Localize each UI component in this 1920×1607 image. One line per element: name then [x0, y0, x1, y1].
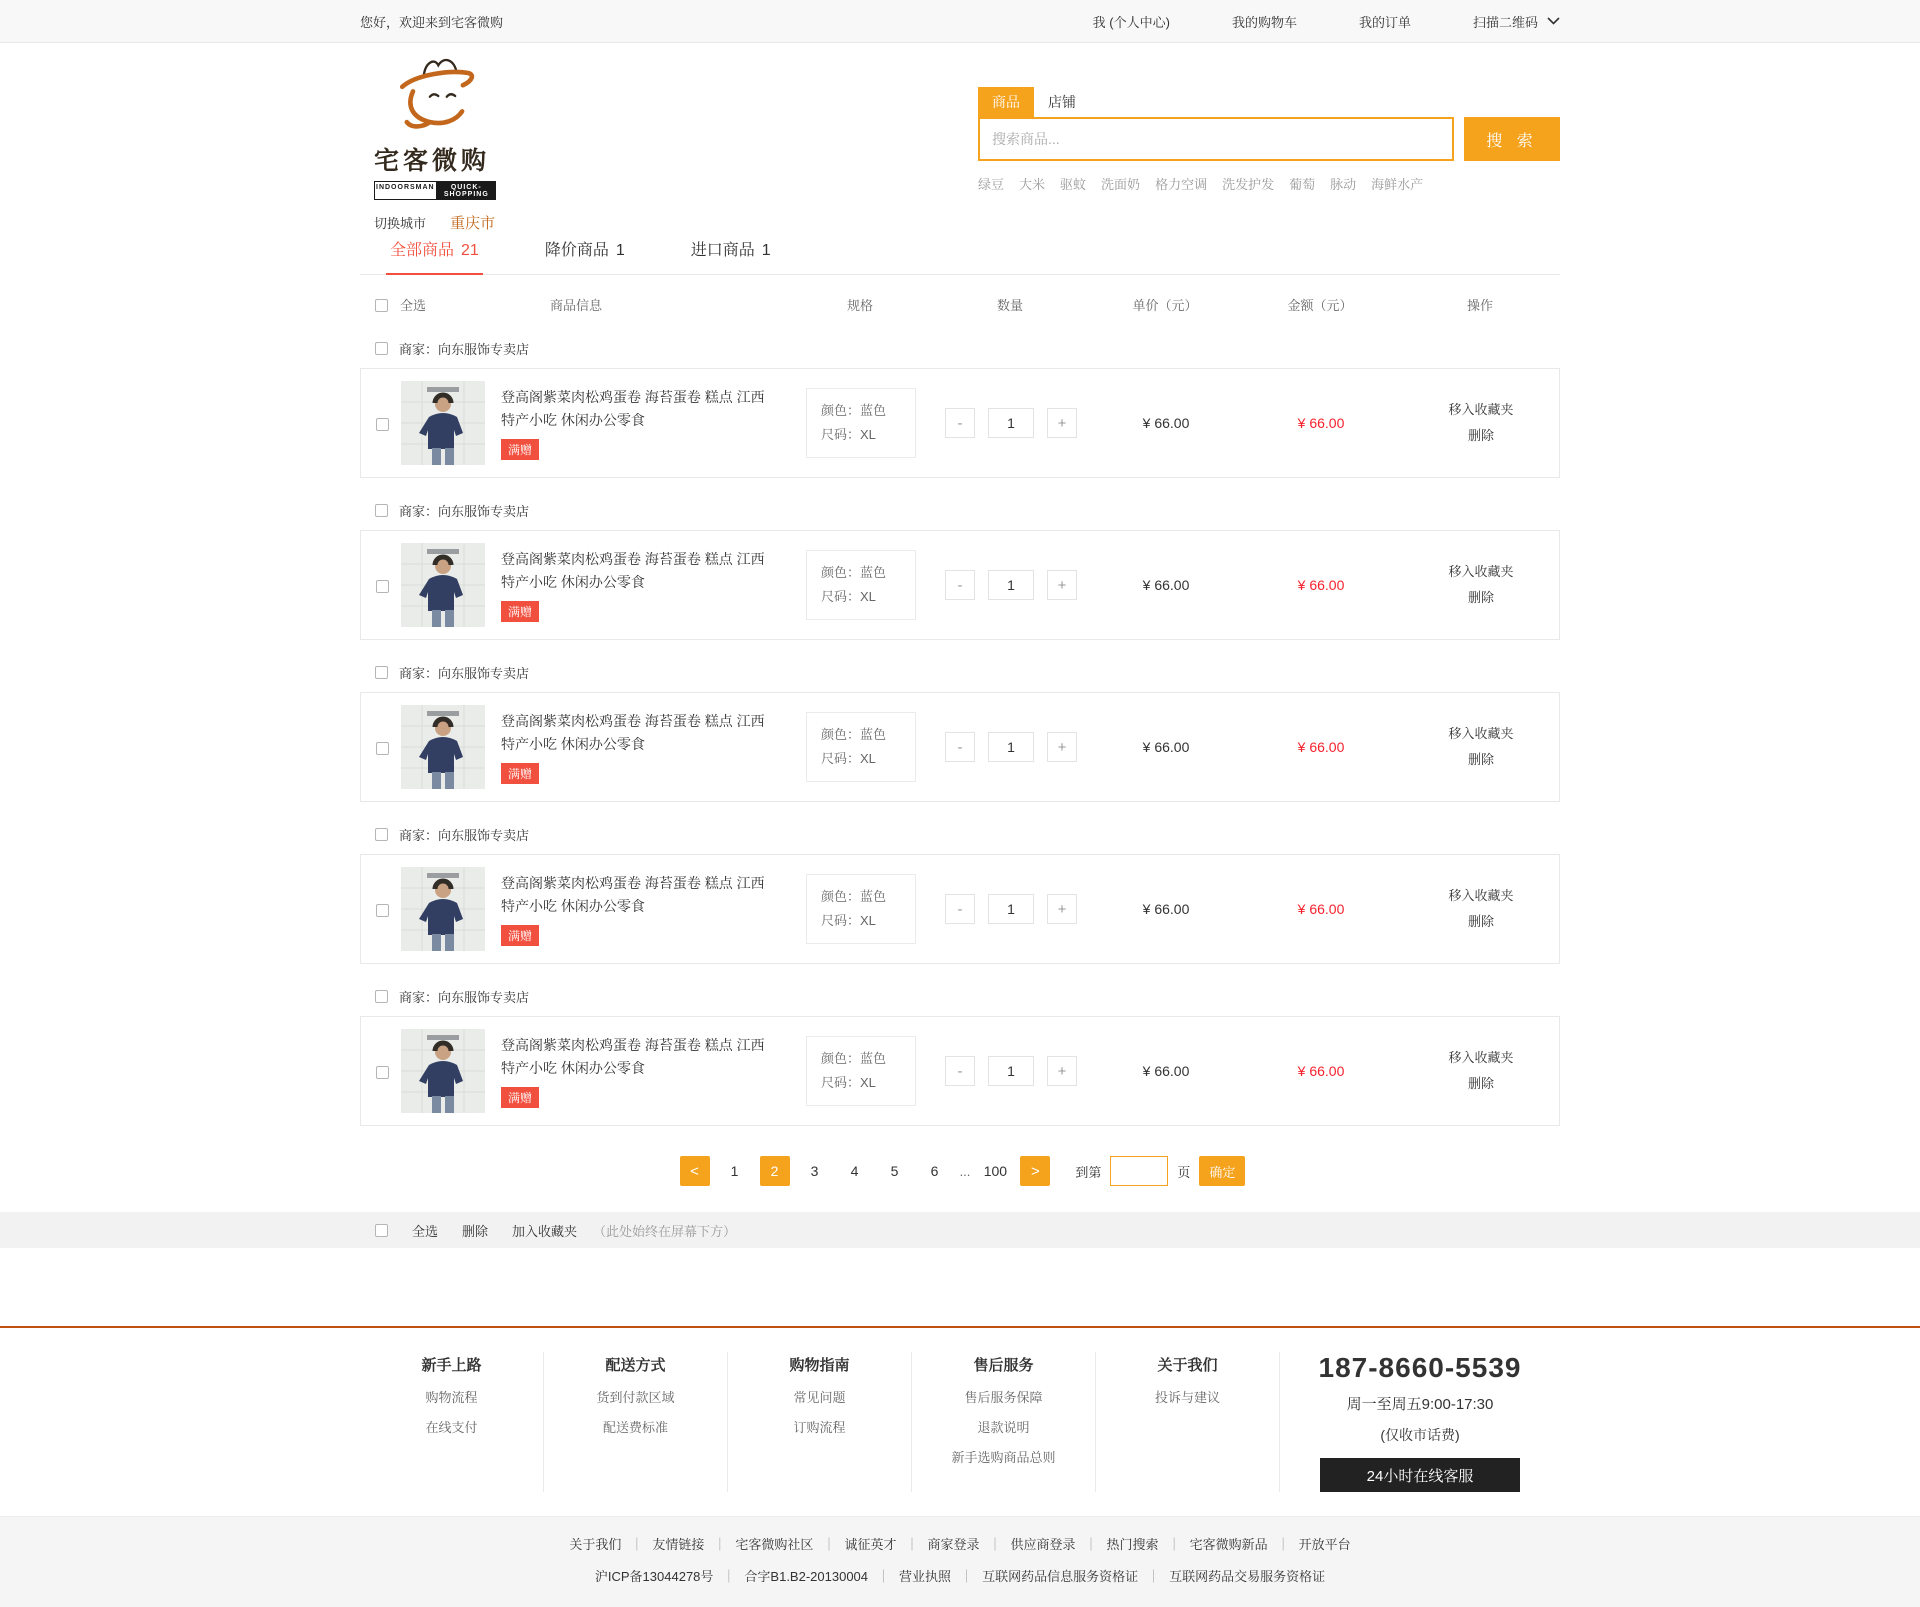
link-divider: ｜ — [1276, 1537, 1290, 1552]
cart-group — [360, 334, 1560, 478]
legal-link-1[interactable]: 合字B1.B2-20130004 — [744, 1569, 869, 1584]
product-image[interactable] — [401, 381, 485, 465]
bottom-link-8[interactable]: 开放平台 — [1298, 1537, 1351, 1552]
service-hours: 周一至周五9:00-17:30 — [1346, 1396, 1494, 1413]
merchant-row — [360, 496, 1560, 530]
service-note: (仅收市话费) — [1380, 1427, 1460, 1443]
topbar-links — [1031, 12, 1560, 31]
amount: ¥ 66.00 — [1297, 415, 1345, 431]
spec-box — [806, 1036, 916, 1106]
footer-link[interactable]: 退款说明 — [977, 1420, 1030, 1435]
previous-page-button[interactable]: < — [680, 1156, 710, 1186]
filter-tabs — [360, 227, 1560, 275]
product-photo-placeholder-icon — [401, 705, 485, 789]
hot-keyword-8[interactable]: 海鲜水产 — [1371, 177, 1424, 192]
footer-link[interactable]: 售后服务保障 — [964, 1390, 1043, 1405]
topbar-link-label: 我的订单 — [1358, 14, 1411, 30]
quantity-stepper — [931, 1056, 1091, 1086]
spec-size: 尺码：XL — [821, 1075, 876, 1090]
logo-tagline — [374, 181, 496, 200]
link-divider: ｜ — [905, 1537, 919, 1552]
spec-color: 颜色：蓝色 — [821, 1051, 887, 1066]
quantity-increase-button[interactable]: + — [1047, 894, 1077, 924]
cart-item-row — [360, 368, 1560, 478]
spec-color: 颜色：蓝色 — [821, 727, 887, 742]
item-checkbox[interactable] — [376, 1066, 389, 1079]
logo-title: 宅客微购 — [374, 147, 491, 175]
cart-group — [360, 820, 1560, 964]
column-header-select-all: 全选 — [400, 298, 427, 313]
column-header-product: 商品信息 — [550, 298, 603, 313]
topbar-link-label: 我的购物车 — [1231, 14, 1297, 30]
bottom-action-bar — [0, 1212, 1920, 1248]
legal-link-3[interactable]: 互联网药品信息服务资格证 — [982, 1569, 1139, 1584]
item-actions — [1401, 1045, 1561, 1097]
delete-item-link[interactable]: 删除 — [1467, 752, 1494, 767]
link-divider: ｜ — [988, 1537, 1002, 1552]
footer-column-title: 购物指南 — [789, 1357, 850, 1374]
header — [0, 43, 1920, 232]
quantity-input[interactable] — [988, 570, 1034, 600]
promo-badge: 满赠 — [501, 1087, 539, 1108]
amount: ¥ 66.00 — [1297, 739, 1345, 755]
merchant-checkbox[interactable] — [375, 990, 388, 1003]
footer-link[interactable]: 在线支付 — [425, 1420, 478, 1435]
pagination — [360, 1156, 1560, 1186]
filter-tab-count: 1 — [615, 242, 625, 259]
move-to-favorites-link[interactable]: 移入收藏夹 — [1448, 726, 1514, 741]
bottom-link-0[interactable]: 关于我们 — [569, 1537, 622, 1552]
page-number-3[interactable]: 3 — [810, 1163, 819, 1179]
cart-item-row — [360, 530, 1560, 640]
filter-tab-label: 进口商品 — [690, 242, 755, 259]
merchant-checkbox[interactable] — [375, 666, 388, 679]
footer-column-title: 关于我们 — [1157, 1357, 1218, 1374]
move-to-favorites-link[interactable]: 移入收藏夹 — [1448, 402, 1514, 417]
page-number-6[interactable]: 6 — [930, 1163, 939, 1179]
cart-group — [360, 982, 1560, 1126]
page-number-1[interactable]: 1 — [730, 1163, 739, 1179]
product-title-link[interactable]: 登高阁紫菜肉松鸡蛋卷 海苔蛋卷 糕点 江西特产小吃 休闲办公零食 — [501, 713, 765, 752]
bottom-link-6[interactable]: 热门搜索 — [1106, 1537, 1159, 1552]
goto-prefix-label: 到第 — [1075, 1164, 1102, 1180]
legal-link-4[interactable]: 互联网药品交易服务资格证 — [1169, 1569, 1326, 1584]
merchant-checkbox[interactable] — [375, 828, 388, 841]
link-divider: ｜ — [630, 1537, 644, 1552]
footer-column-title: 售后服务 — [973, 1357, 1034, 1374]
pagination-ellipsis: ... — [959, 1163, 971, 1179]
link-divider: ｜ — [722, 1569, 736, 1584]
quantity-decrease-button[interactable]: - — [945, 408, 975, 438]
filter-tab-count: 21 — [461, 242, 479, 259]
spec-box — [806, 550, 916, 620]
amount: ¥ 66.00 — [1297, 901, 1345, 917]
quantity-input[interactable] — [988, 732, 1034, 762]
product-info — [501, 872, 791, 946]
quantity-decrease-button[interactable]: - — [945, 732, 975, 762]
spec-size: 尺码：XL — [821, 913, 876, 928]
filter-tab-label: 全部商品 — [390, 242, 455, 259]
quantity-decrease-button[interactable]: - — [945, 1056, 975, 1086]
cowboy-hat-logo-icon — [388, 53, 484, 139]
bottom-link-1[interactable]: 友情链接 — [652, 1537, 705, 1552]
hot-keyword-5[interactable]: 洗发护发 — [1222, 177, 1275, 192]
footer-link[interactable]: 配送费标准 — [602, 1420, 668, 1435]
spec-box — [806, 874, 916, 944]
spec-color: 颜色：蓝色 — [821, 403, 887, 418]
footer-service-block — [1280, 1352, 1560, 1492]
chevron-down-icon — [1547, 17, 1560, 25]
amount: ¥ 66.00 — [1297, 1063, 1345, 1079]
filter-tab-2[interactable] — [687, 227, 775, 274]
legal-link-2[interactable]: 营业执照 — [899, 1569, 952, 1584]
promo-badge: 满赠 — [501, 925, 539, 946]
filter-tab-label: 降价商品 — [544, 242, 609, 259]
promo-badge: 满赠 — [501, 601, 539, 622]
product-photo-placeholder-icon — [401, 381, 485, 465]
spec-box — [806, 712, 916, 782]
delete-item-link[interactable]: 删除 — [1467, 428, 1494, 443]
goto-page-input[interactable] — [1110, 1156, 1168, 1186]
topbar — [0, 0, 1920, 43]
product-info — [501, 548, 791, 622]
delete-item-link[interactable]: 删除 — [1467, 590, 1494, 605]
product-image[interactable] — [401, 543, 485, 627]
link-divider: ｜ — [877, 1569, 891, 1584]
bottom-links-band — [0, 1516, 1920, 1607]
unit-price: ¥ 66.00 — [1142, 1063, 1190, 1079]
spec-color: 颜色：蓝色 — [821, 889, 887, 904]
item-checkbox[interactable] — [376, 418, 389, 431]
column-header-spec: 规格 — [846, 298, 873, 313]
goto-confirm-button[interactable]: 确定 — [1199, 1156, 1245, 1186]
search-input[interactable] — [978, 117, 1454, 161]
merchant-checkbox[interactable] — [375, 504, 388, 517]
action-bar-note: （此处始终在屏幕下方） — [593, 1223, 737, 1239]
quantity-increase-button[interactable]: + — [1047, 408, 1077, 438]
merchant-name[interactable]: 商家：向东服饰专卖店 — [399, 990, 530, 1005]
footer-link[interactable]: 投诉与建议 — [1154, 1390, 1220, 1405]
quantity-decrease-button[interactable]: - — [945, 894, 975, 924]
footer-column-3 — [912, 1352, 1096, 1492]
hot-keyword-7[interactable]: 脉动 — [1330, 177, 1357, 192]
merchant-row — [360, 982, 1560, 1016]
search-tab-0[interactable]: 商品 — [978, 87, 1034, 117]
item-actions — [1401, 721, 1561, 773]
quantity-input[interactable] — [988, 894, 1034, 924]
next-page-button[interactable]: > — [1020, 1156, 1050, 1186]
hot-keyword-4[interactable]: 格力空调 — [1155, 177, 1208, 192]
legal-link-0[interactable]: 沪ICP备13044278号 — [594, 1569, 714, 1584]
cart-item-row — [360, 1016, 1560, 1126]
merchant-name[interactable]: 商家：向东服饰专卖店 — [399, 504, 530, 519]
column-header-actions: 操作 — [1466, 298, 1493, 313]
move-to-favorites-link[interactable]: 移入收藏夹 — [1448, 888, 1514, 903]
quantity-stepper — [931, 570, 1091, 600]
quantity-stepper — [931, 732, 1091, 762]
footer-link[interactable]: 常见问题 — [793, 1390, 846, 1405]
product-title-link[interactable]: 登高阁紫菜肉松鸡蛋卷 海苔蛋卷 糕点 江西特产小吃 休闲办公零食 — [501, 875, 765, 914]
product-title-link[interactable]: 登高阁紫菜肉松鸡蛋卷 海苔蛋卷 糕点 江西特产小吃 休闲办公零食 — [501, 389, 765, 428]
topbar-link-1[interactable] — [1232, 12, 1297, 31]
action-bar-select-all-link[interactable]: 全选 — [412, 1223, 439, 1239]
footer — [0, 1328, 1920, 1516]
bottom-link-7[interactable]: 宅客微购新品 — [1189, 1537, 1268, 1552]
link-divider: ｜ — [1167, 1537, 1181, 1552]
product-image[interactable] — [401, 867, 485, 951]
link-divider: ｜ — [822, 1537, 836, 1552]
item-actions — [1401, 397, 1561, 449]
delete-item-link[interactable]: 删除 — [1467, 1076, 1494, 1091]
footer-link[interactable]: 订购流程 — [793, 1420, 846, 1435]
product-info — [501, 1034, 791, 1108]
unit-price: ¥ 66.00 — [1142, 415, 1190, 431]
brand-block — [360, 53, 504, 232]
item-checkbox[interactable] — [376, 904, 389, 917]
hot-keyword-2[interactable]: 驱蚊 — [1060, 177, 1087, 192]
footer-link[interactable]: 购物流程 — [425, 1390, 478, 1405]
bottom-link-2[interactable]: 宅客微购社区 — [735, 1537, 814, 1552]
cart-item-row — [360, 854, 1560, 964]
cart-group — [360, 496, 1560, 640]
product-photo-placeholder-icon — [401, 543, 485, 627]
page-number-4[interactable]: 4 — [850, 1163, 859, 1179]
merchant-row — [360, 658, 1560, 692]
footer-links-row — [0, 1534, 1920, 1553]
product-image[interactable] — [401, 705, 485, 789]
topbar-link-3[interactable] — [1473, 12, 1560, 31]
column-header-amount: 金额（元） — [1287, 298, 1353, 313]
page-number-2[interactable]: 2 — [760, 1156, 790, 1186]
cart-item-row — [360, 692, 1560, 802]
filter-tab-1[interactable] — [541, 227, 629, 274]
footer-column-0 — [360, 1352, 544, 1492]
link-divider: ｜ — [713, 1537, 727, 1552]
merchant-row — [360, 334, 1560, 368]
product-image[interactable] — [401, 1029, 485, 1113]
select-all-checkbox[interactable] — [375, 299, 388, 312]
quantity-increase-button[interactable]: + — [1047, 1056, 1077, 1086]
move-to-favorites-link[interactable]: 移入收藏夹 — [1448, 1050, 1514, 1065]
product-photo-placeholder-icon — [401, 1029, 485, 1113]
move-to-favorites-link[interactable]: 移入收藏夹 — [1448, 564, 1514, 579]
welcome-text: 您好，欢迎来到宅客微购 — [360, 14, 504, 30]
item-actions — [1401, 883, 1561, 935]
quantity-stepper — [931, 894, 1091, 924]
goto-page — [1075, 1156, 1245, 1186]
bottom-link-4[interactable]: 商家登录 — [927, 1537, 980, 1552]
footer-column-2 — [728, 1352, 912, 1492]
column-header-unit-price: 单价（元） — [1132, 298, 1198, 313]
spec-size: 尺码：XL — [821, 751, 876, 766]
footer-link[interactable]: 新手选购商品总则 — [951, 1450, 1056, 1465]
product-info — [501, 386, 791, 460]
footer-link[interactable]: 货到付款区域 — [596, 1390, 675, 1405]
quantity-decrease-button[interactable]: - — [945, 570, 975, 600]
topbar-link-label: 我 (个人中心) — [1092, 14, 1170, 30]
page-number-100[interactable]: 100 — [983, 1163, 1008, 1179]
quantity-input[interactable] — [988, 1056, 1034, 1086]
topbar-link-2[interactable] — [1359, 12, 1411, 31]
item-checkbox[interactable] — [376, 742, 389, 755]
bottom-link-3[interactable]: 诚征英才 — [844, 1537, 897, 1552]
hot-keyword-6[interactable]: 葡萄 — [1289, 177, 1316, 192]
online-service-button[interactable]: 24小时在线客服 — [1320, 1458, 1520, 1492]
column-header-quantity: 数量 — [996, 298, 1023, 313]
unit-price: ¥ 66.00 — [1142, 901, 1190, 917]
filter-tab-count: 1 — [761, 242, 771, 259]
cart-table-header — [360, 275, 1560, 328]
footer-column-1 — [544, 1352, 728, 1492]
merchant-name[interactable]: 商家：向东服饰专卖店 — [399, 828, 530, 843]
product-title-link[interactable]: 登高阁紫菜肉松鸡蛋卷 海苔蛋卷 糕点 江西特产小吃 休闲办公零食 — [501, 1037, 765, 1076]
page-number-5[interactable]: 5 — [890, 1163, 899, 1179]
merchant-name[interactable]: 商家：向东服饰专卖店 — [399, 666, 530, 681]
cart-group — [360, 658, 1560, 802]
product-info — [501, 710, 791, 784]
topbar-link-0[interactable] — [1093, 12, 1170, 31]
legal-links-row — [0, 1566, 1920, 1585]
hot-keyword-3[interactable]: 洗面奶 — [1101, 177, 1141, 192]
unit-price: ¥ 66.00 — [1142, 577, 1190, 593]
action-bar-delete-link[interactable]: 删除 — [462, 1223, 489, 1239]
switch-city-link[interactable]: 切换城市 — [374, 216, 427, 231]
footer-column-title: 新手上路 — [421, 1357, 482, 1374]
link-divider: ｜ — [1084, 1537, 1098, 1552]
footer-column-4 — [1096, 1352, 1280, 1492]
product-title-link[interactable]: 登高阁紫菜肉松鸡蛋卷 海苔蛋卷 糕点 江西特产小吃 休闲办公零食 — [501, 551, 765, 590]
hot-keywords — [978, 174, 1560, 193]
promo-badge: 满赠 — [501, 439, 539, 460]
promo-badge: 满赠 — [501, 763, 539, 784]
search-tabs — [978, 87, 1560, 117]
topbar-link-label: 扫描二维码 — [1472, 14, 1538, 30]
search-button[interactable]: 搜 索 — [1464, 117, 1560, 161]
quantity-input[interactable] — [988, 408, 1034, 438]
goto-suffix-label: 页 — [1177, 1164, 1191, 1180]
merchant-row — [360, 820, 1560, 854]
logo-tag-left: INDOORSMAN — [374, 181, 437, 200]
quantity-stepper — [931, 408, 1091, 438]
hot-keyword-1[interactable]: 大米 — [1019, 177, 1046, 192]
hot-keyword-0[interactable]: 绿豆 — [978, 177, 1005, 192]
filter-tab-0[interactable] — [386, 227, 483, 275]
spec-size: 尺码：XL — [821, 589, 876, 604]
current-city-link[interactable]: 重庆市 — [450, 215, 496, 232]
product-photo-placeholder-icon — [401, 867, 485, 951]
quantity-increase-button[interactable]: + — [1047, 570, 1077, 600]
service-phone: 187-8660-5539 — [1318, 1352, 1522, 1383]
quantity-increase-button[interactable]: + — [1047, 732, 1077, 762]
spec-size: 尺码：XL — [821, 427, 876, 442]
spec-color: 颜色：蓝色 — [821, 565, 887, 580]
link-divider: ｜ — [1147, 1569, 1161, 1584]
action-bar-add-favorites-link[interactable]: 加入收藏夹 — [512, 1223, 578, 1239]
spec-box — [806, 388, 916, 458]
unit-price: ¥ 66.00 — [1142, 739, 1190, 755]
merchant-checkbox[interactable] — [375, 342, 388, 355]
item-actions — [1401, 559, 1561, 611]
item-checkbox[interactable] — [376, 580, 389, 593]
link-divider: ｜ — [960, 1569, 974, 1584]
cart-list — [360, 334, 1560, 1126]
footer-column-title: 配送方式 — [605, 1357, 666, 1374]
merchant-name[interactable]: 商家：向东服饰专卖店 — [399, 342, 530, 357]
delete-item-link[interactable]: 删除 — [1467, 914, 1494, 929]
logo-tag-right: QUICK-SHOPPING — [437, 181, 496, 200]
action-bar-select-all-checkbox[interactable] — [375, 1224, 388, 1237]
bottom-link-5[interactable]: 供应商登录 — [1010, 1537, 1076, 1552]
logo[interactable] — [374, 53, 504, 200]
search-block — [978, 53, 1560, 221]
footer-columns — [360, 1352, 1280, 1492]
search-tab-1[interactable]: 店铺 — [1048, 94, 1076, 110]
amount: ¥ 66.00 — [1297, 577, 1345, 593]
main-content — [360, 227, 1560, 1186]
